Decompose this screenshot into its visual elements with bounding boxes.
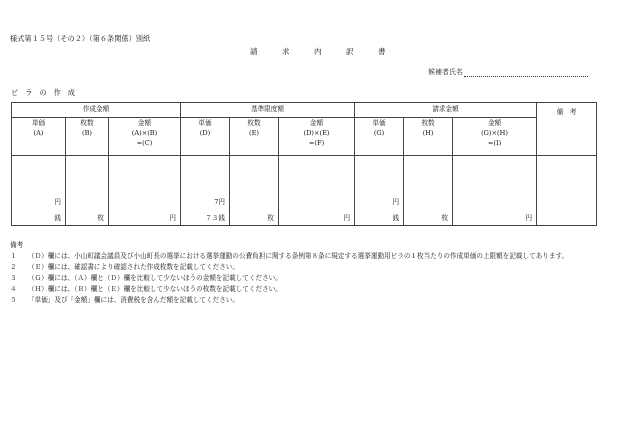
list-item [10,251,610,262]
header-quantity-e: 枚数 (E) [230,118,279,156]
group-standard-limit: 基準限度額 [181,103,355,118]
header-amount-c: 金額 (A)×(B) =(C) [109,118,181,156]
group-remarks: 備 考 [537,103,597,156]
unit-sheets: 枚 [441,214,449,222]
candidate-name-label: 候補者氏名 [428,68,463,76]
section-heading: ビラの作成 [11,88,82,97]
candidate-name-line [464,69,588,77]
limit-yen-value: 7円 [214,198,225,206]
cell-quantity-b[interactable] [66,156,109,226]
note-number: ４ [10,285,17,293]
header-amount-i: 金額 (G)×(H) =(I) [453,118,537,156]
unit-yen: 円 [392,198,400,206]
note-text: （Ｇ）欄には、（Ａ）欄と（Ｄ）欄を比較して少ないほうの金額を記載してください。 [28,274,282,282]
note-number: ５ [10,296,17,304]
unit-yen: 円 [343,214,351,222]
cell-amount-f[interactable] [279,156,355,226]
table-group-header-row [12,103,597,118]
cell-amount-i[interactable] [453,156,537,226]
candidate-name-field [428,67,588,77]
table-column-header-row [12,118,597,156]
group-creation-amount: 作成金額 [12,103,181,118]
cell-remarks[interactable] [537,156,597,226]
list-item [10,284,610,295]
header-unit-price-d: 単価 (D) [181,118,230,156]
note-number: ２ [10,263,17,271]
unit-sheets: 枚 [97,214,104,222]
header-quantity-h: 枚数 (H) [404,118,453,156]
list-item [10,273,610,284]
header-unit-price-a: 単価 (A) [12,118,66,156]
unit-sen: 銭 [54,214,61,222]
cell-amount-c[interactable] [109,156,181,226]
notes-title: 備考 [10,241,24,249]
unit-yen: 円 [54,198,61,206]
note-number: ３ [10,274,17,282]
cell-quantity-e[interactable] [230,156,279,226]
unit-sheets: 枚 [267,214,274,222]
unit-yen: 円 [525,214,533,222]
notes-section [10,240,610,306]
cell-unit-price-d [181,156,230,226]
form-number: 様式第１５号（その２）（第６条関係）別紙 [10,34,151,43]
note-text: （Ｄ）欄には、小山町議会議員及び小山町長の選挙における選挙運動の公費負担に関する条例第８条に規定する選挙運動用ビラの１枚当たりの作成単価の上限額を記載してあります。 [28,252,569,260]
header-quantity-b: 枚数 (B) [66,118,109,156]
table-row [12,156,597,226]
cell-unit-price-g[interactable] [355,156,404,226]
header-amount-f: 金額 (D)×(E) =(F) [279,118,355,156]
claim-breakdown-table [11,102,597,226]
cell-quantity-h[interactable] [404,156,453,226]
header-unit-price-g: 単価 (G) [355,118,404,156]
list-item [10,262,610,273]
document-title: 請 求 内 訳 書 [250,47,397,56]
note-text: （Ｈ）欄には、（Ｂ）欄と（Ｅ）欄を比較して少ないほうの枚数を記載してください。 [28,285,282,293]
cell-unit-price-a[interactable] [12,156,66,226]
group-claim-amount: 請求金額 [355,103,537,118]
note-text: 「単価」及び「金額」欄には、消費税を含んだ額を記載してください。 [28,296,239,304]
list-item [10,295,610,306]
note-text: （Ｅ）欄には、確認書により確認された作成枚数を記載してください。 [28,263,239,271]
unit-sen: 銭 [392,214,400,222]
unit-yen: 円 [169,214,176,222]
note-number: １ [10,252,17,260]
limit-sen-value: ７３銭 [205,214,225,222]
